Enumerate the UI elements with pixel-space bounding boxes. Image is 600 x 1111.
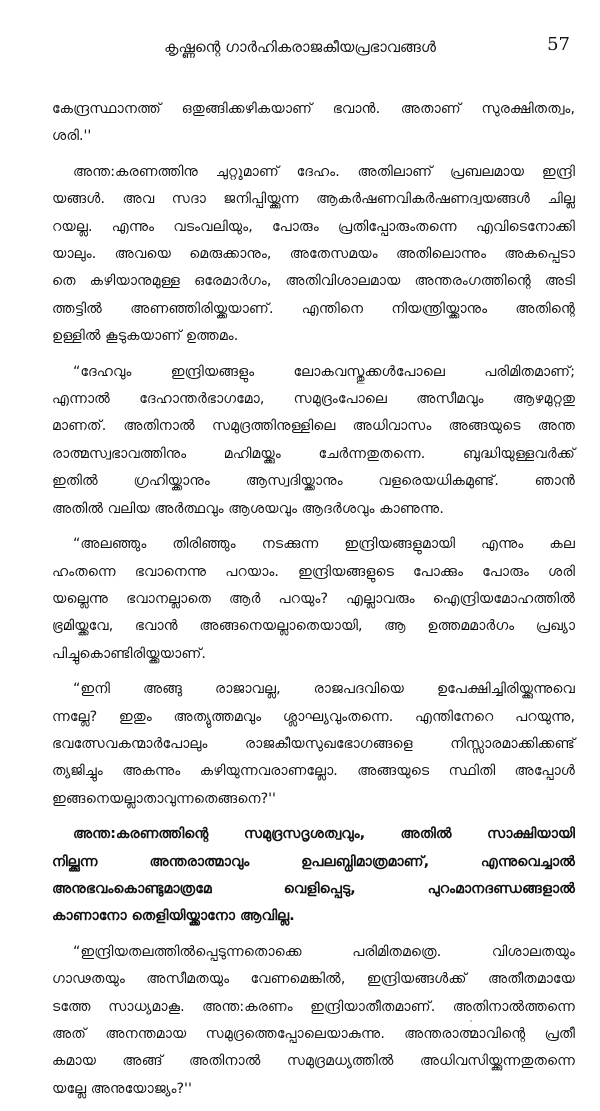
text-line: ഭ്രമിയ്ക്കവേ, ഭവാൻ അങ്ങനെയല്ലാതെയായി, ആ ഉത്തമമാർഗം പ്രഖ്യാ — [52, 618, 575, 635]
text-line: ത്യജിച്ചും അകന്നും കഴിയുന്നവരാണല്ലോ. അങ്ങയുടെ സ്ഥിതി അപ്പോൾ — [52, 763, 575, 780]
text-line: ന്നല്ലേ? ഇതും അത്യുത്തമവും ശ്ലാഘ്യവുംതന്നെ. എന്തിനേറെ പറയുന്നു, — [52, 708, 575, 725]
text-line: യല്ലെന്നു ഭവാനല്ലാതെ ആർ പറയും? എല്ലാവരും ഐന്ദ്രിയമോഹത്തിൽ — [52, 590, 575, 607]
text-line: ഇങ്ങനെയല്ലാതാവുന്നതെങ്ങനെ?'' — [52, 790, 276, 807]
text-line: കമായ അങ്ങ് അതിനാൽ സമുദ്രമധ്യത്തിൽ അധിവസിയ്ക്കുന്നതുതന്നെ — [52, 1053, 575, 1070]
page-header — [0, 34, 600, 68]
page-number: 57 — [547, 34, 570, 55]
text-line: അന്ത:കരണത്തിന്റെ സമുദ്രസദൃശത്വവും, അതിൽ സാക്ഷിയായി — [73, 826, 575, 843]
paragraph — [52, 939, 575, 1103]
text-line: അതിൽ വലിയ അർത്ഥവും ആശയവും ആദർശവും കാണുന്നു. — [52, 500, 444, 517]
text-line: ഇതിൽ ഗ്രഹിയ്ക്കാനും ആസ്വദിയ്ക്കാനും വളരെയധികമുണ്ട്. ഞാൻ — [52, 473, 575, 490]
text-line: തെ കഴിയാനുമുള്ള ഒരേമാർഗം, അതിവിശാലമായ അന്തരംഗത്തിന്റെ അടി — [52, 273, 575, 290]
paragraph — [52, 96, 575, 151]
text-line: പിച്ചുകൊണ്ടിരിയ്ക്കയാണ്. — [52, 645, 206, 662]
paragraph — [52, 821, 575, 931]
paragraph — [52, 359, 575, 523]
text-line: “ഇന്ദ്രിയതലത്തിൽപ്പെടുന്നതൊക്കെ പരിമിതമത്രെ. വിശാലതയും — [73, 943, 575, 960]
text-line: “അലഞ്ഞും തിരിഞ്ഞും നടക്കുന്ന ഇന്ദ്രിയങ്ങളുമായി എന്നും കല — [73, 536, 575, 553]
text-line: ഗാഢതയും അസീമതയും വേണമെങ്കിൽ, ഇന്ദ്രിയങ്ങൾക്ക് അതീതമായേ — [52, 971, 575, 988]
text-line: കാണാനോ തെളിയിയ്ക്കാനോ ആവില്ല. — [52, 908, 295, 925]
text-line: ഹംതന്നെ ഭവാനെന്നു പറയാം. ഇന്ദ്രിയങ്ങളുടെ പോക്കും പോരും ശരി — [52, 563, 575, 580]
body-text — [52, 96, 575, 1111]
text-line: ശരി.'' — [52, 128, 92, 145]
text-line: അത് അനന്തമായ സമുദ്രത്തെപ്പോലെയാകുന്നു. അന്തരാത്മാവിന്റെ പ്രതീ — [52, 1026, 575, 1042]
text-line: യങ്ങൾ. അവ സദാ ജനിപ്പിയ്ക്കുന്ന ആകർഷണവികർഷണദ്വയങ്ങൾ ചില്ല — [52, 191, 575, 208]
text-line: നില്ക്കുന്ന അന്തരാത്മാവും ഉപലബ്ധിമാത്രമാണ്, എന്നുവെച്ചാൽ — [52, 853, 575, 870]
text-line: എന്നാൽ ദേഹാന്തർഭാഗമോ, സമുദ്രംപോലെ അസീമവും ആഴമുറ്റതു — [52, 391, 575, 408]
paragraph — [52, 159, 575, 351]
text-line: ത്തട്ടിൽ അണഞ്ഞിരിയ്ക്കയാണ്. എന്തിനെ നിയന്ത്രിയ്ക്കാനും അതിന്റെ — [52, 300, 575, 317]
text-line: അന്ത:കരണത്തിനു ചുറ്റുമാണ് ദേഹം. അതിലാണ് പ്രബലമായ ഇന്ദ്രി — [73, 163, 575, 180]
text-line: ഭവത്സേവകന്മാർപോലും രാജകീയസുഖഭോഗങ്ങളെ നിസ്സാരമാക്കിക്കണ്ട് — [52, 735, 575, 752]
text-line: യല്ലേ അനുയോജ്യം?'' — [52, 1080, 192, 1097]
text-line: അനുഭവംകൊണ്ടുമാത്രമേ വെളിപ്പെടു, പുറംമാനദണ്ഡങ്ങളാൽ — [52, 880, 575, 897]
text-line: “ദേഹവും ഇന്ദ്രിയങ്ങളും ലോകവസ്തുക്കൾപോലെ പരിമിതമാണ്; — [73, 363, 575, 380]
text-line: റയല്ല. എന്നും വടംവലിയും, പോരും പ്രതിപ്പോരുംതന്നെ എവിടെനോക്കി — [52, 218, 575, 235]
text-line: രാത്മസ്വഭാവത്തിനും മഹിമയ്ക്കും ചേർന്നതുതന്നെ. ബുദ്ധിയുള്ളവർക്ക് — [52, 445, 575, 462]
paragraph — [52, 676, 575, 813]
text-line: യാലും. അവയെ മെരുക്കാനും, അതേസമയം അതിലൊന്നും അകപ്പെടാ — [52, 246, 575, 263]
text-line: ഉള്ളിൽ കൂടുകയാണ് ഉത്തമം. — [52, 328, 239, 345]
footer-speck — [470, 1020, 472, 1022]
running-title: കൃഷ്ണന്റെ ഗാർഹികരാജകീയപ്രഭാവങ്ങൾ — [164, 38, 436, 56]
text-line: “ഇനി അങ്ങു രാജാവല്ല, രാജപദവിയെ ഉപേക്ഷിച്ചിരിയ്ക്കുന്നുവെ — [73, 681, 575, 698]
text-line: കേന്ദ്രസ്ഥാനത്ത് ഒതുങ്ങിക്കഴിക​യാണ് ഭവാൻ. അതാണ് സുരക്ഷിതത്വം, — [52, 101, 575, 117]
text-line: മാണത്. അതിനാൽ സമുദ്രത്തിനുള്ളിലെ അധിവാസം അങ്ങയുടെ അന്ത — [52, 418, 575, 435]
text-line: ടത്തേ സാധ്യമാകൂ. അന്ത:കരണം ഇന്ദ്രിയാതീതമാണ്. അതിനാൽത്തന്നെ — [52, 998, 575, 1015]
paragraph — [52, 531, 575, 668]
